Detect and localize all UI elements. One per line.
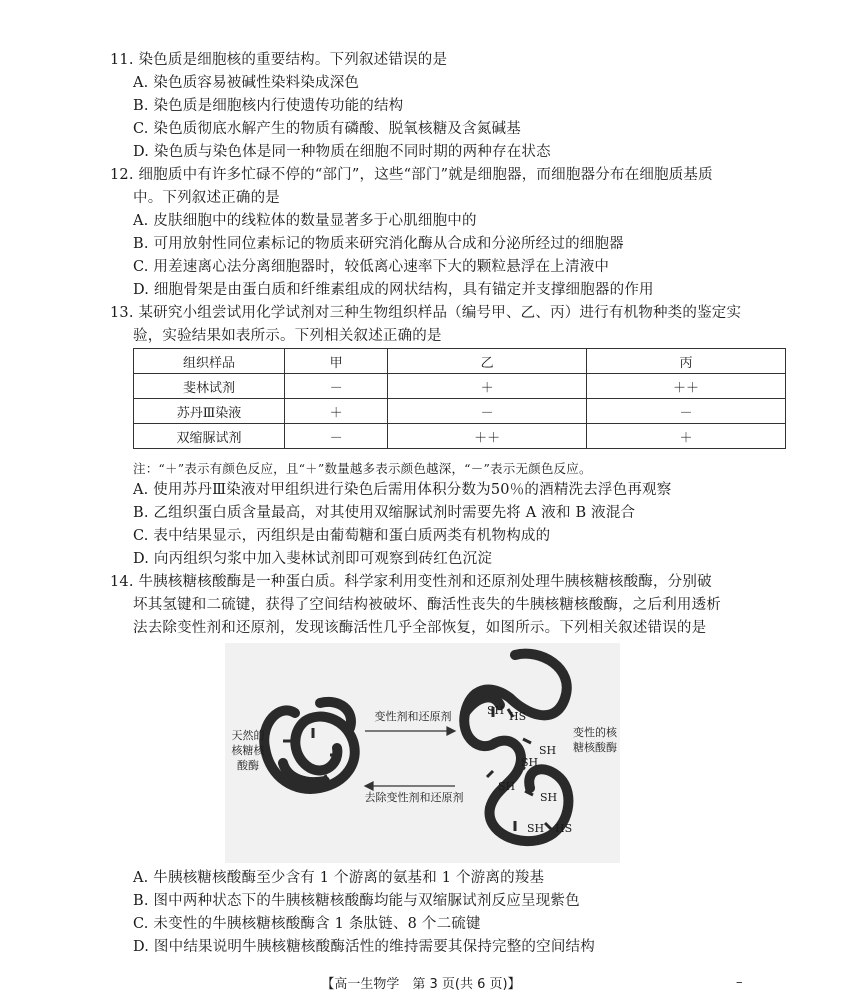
sh-group-label: SH [487, 704, 505, 717]
q11-option-a: A. 染色质容易被碱性染料染成深色 [133, 75, 360, 91]
footer-mark: – [736, 975, 743, 990]
table-row-label: 双缩脲试剂 [134, 424, 285, 449]
q12-option-d: D. 细胞骨架是由蛋白质和纤维素组成的网状结构，具有锚定并支撑细胞器的作用 [133, 282, 654, 298]
native-enzyme-label: 天然的核糖核酸酶 [231, 729, 265, 772]
table-header-cell: 甲 [285, 349, 388, 374]
q12-stem-line2: 中。下列叙述正确的是 [133, 190, 280, 206]
q11-option-b: B. 染色质是细胞核内行使遗传功能的结构 [133, 98, 404, 114]
table-cell: ＋＋ [587, 374, 786, 399]
table-row [134, 374, 786, 399]
reverse-arrow [365, 782, 455, 790]
q14-option-d: D. 图中结果说明牛胰核糖核酸酶活性的维持需要其保持完整的空间结构 [133, 939, 595, 955]
q12-option-a: A. 皮肤细胞中的线粒体的数量显著多于心肌细胞中的 [133, 213, 477, 229]
q12-option-b: B. 可用放射性同位素标记的物质来研究消化酶从合成和分泌所经过的细胞器 [133, 236, 624, 252]
page-footer: 【高一生物学 第 3 页(共 6 页)】 [321, 977, 521, 992]
table-header-cell: 乙 [388, 349, 587, 374]
table-header-row [134, 349, 786, 374]
q11-stem: 11. 染色质是细胞核的重要结构。下列叙述错误的是 [110, 52, 448, 68]
sh-group-label: SH [540, 791, 558, 804]
q14-option-c: C. 未变性的牛胰核糖核酸酶含 1 条肽链、8 个二硫键 [133, 916, 481, 932]
reverse-arrow-label: 去除变性剂和还原剂 [364, 791, 464, 804]
denatured-enzyme-label: 变性的核糖核酸酶 [573, 726, 617, 754]
q12-stem-line1: 12. 细胞质中有许多忙碌不停的“部门”，这些“部门”就是细胞器，而细胞器分布在细胞质基质 [110, 167, 713, 183]
sh-group-label: SH [527, 822, 545, 835]
ribonuclease-figure [225, 643, 620, 863]
q14-option-b: B. 图中两种状态下的牛胰核糖核酸酶均能与双缩脲试剂反应呈现紫色 [133, 893, 580, 909]
q14-stem-line2: 坏其氢键和二硫键，获得了空间结构被破坏、酶活性丧失的牛胰核糖核酸酶，之后利用透析 [133, 597, 721, 613]
sh-group-label: SH [539, 744, 557, 757]
table-row-label: 斐林试剂 [134, 374, 285, 399]
table-cell: － [587, 399, 786, 424]
native-enzyme-coil [264, 702, 355, 789]
q11-option-c: C. 染色质彻底水解产生的物质有磷酸、脱氧核糖及含氮碱基 [133, 121, 521, 137]
table-row [134, 399, 786, 424]
table-cell: － [388, 399, 587, 424]
q11-option-d: D. 染色质与染色体是同一种物质在细胞不同时期的两种存在状态 [133, 144, 551, 160]
q13-table-note: 注：“＋”表示有颜色反应，且“＋”数量越多表示颜色越深，“－”表示无颜色反应。 [133, 461, 592, 476]
table-header-cell: 组织样品 [134, 349, 285, 374]
q14-stem-line3: 法去除变性剂和还原剂，发现该酶活性几乎全部恢复，如图所示。下列相关叙述错误的是 [133, 620, 707, 636]
q13-stem-line1: 13. 某研究小组尝试用化学试剂对三种生物组织样品（编号甲、乙、丙）进行有机物种类的鉴定实 [110, 305, 742, 321]
q14-option-a: A. 牛胰核糖核酸酶至少含有 1 个游离的氨基和 1 个游离的羧基 [133, 870, 545, 886]
q12-option-c: C. 用差速离心法分离细胞器时，较低离心速率下大的颗粒悬浮在上清液中 [133, 259, 610, 275]
hs-group-label: HS [555, 822, 573, 835]
table-row-label: 苏丹Ⅲ染液 [134, 399, 285, 424]
sh-group-label: SH [498, 780, 516, 793]
q13-option-d: D. 向丙组织匀浆中加入斐林试剂即可观察到砖红色沉淀 [133, 551, 493, 567]
q13-stem-line2: 验，实验结果如表所示。下列相关叙述正确的是 [133, 328, 442, 344]
q13-option-c: C. 表中结果显示，丙组织是由葡萄糖和蛋白质两类有机物构成的 [133, 528, 551, 544]
table-row [134, 424, 786, 449]
table-cell: － [285, 374, 388, 399]
q14-stem-line1: 14. 牛胰核糖核酸酶是一种蛋白质。科学家利用变性剂和还原剂处理牛胰核糖核酸酶，分别破 [110, 574, 712, 590]
table-cell: ＋ [587, 424, 786, 449]
forward-arrow-label: 变性剂和还原剂 [374, 710, 452, 723]
table-header-cell: 丙 [587, 349, 786, 374]
q13-option-b: B. 乙组织蛋白质含量最高，对其使用双缩脲试剂时需要先将 A 液和 B 液混合 [133, 505, 636, 521]
q13-results-table [133, 348, 786, 449]
hs-group-label: HS [509, 710, 527, 723]
table-cell: ＋ [388, 374, 587, 399]
forward-arrow [365, 727, 455, 735]
table-cell: ＋ [285, 399, 388, 424]
table-cell: － [285, 424, 388, 449]
table-cell: ＋＋ [388, 424, 587, 449]
sh-group-label: SH [521, 756, 539, 769]
q13-option-a: A. 使用苏丹Ⅲ染液对甲组织进行染色后需用体积分数为50％的酒精洗去浮色再观察 [133, 482, 672, 498]
